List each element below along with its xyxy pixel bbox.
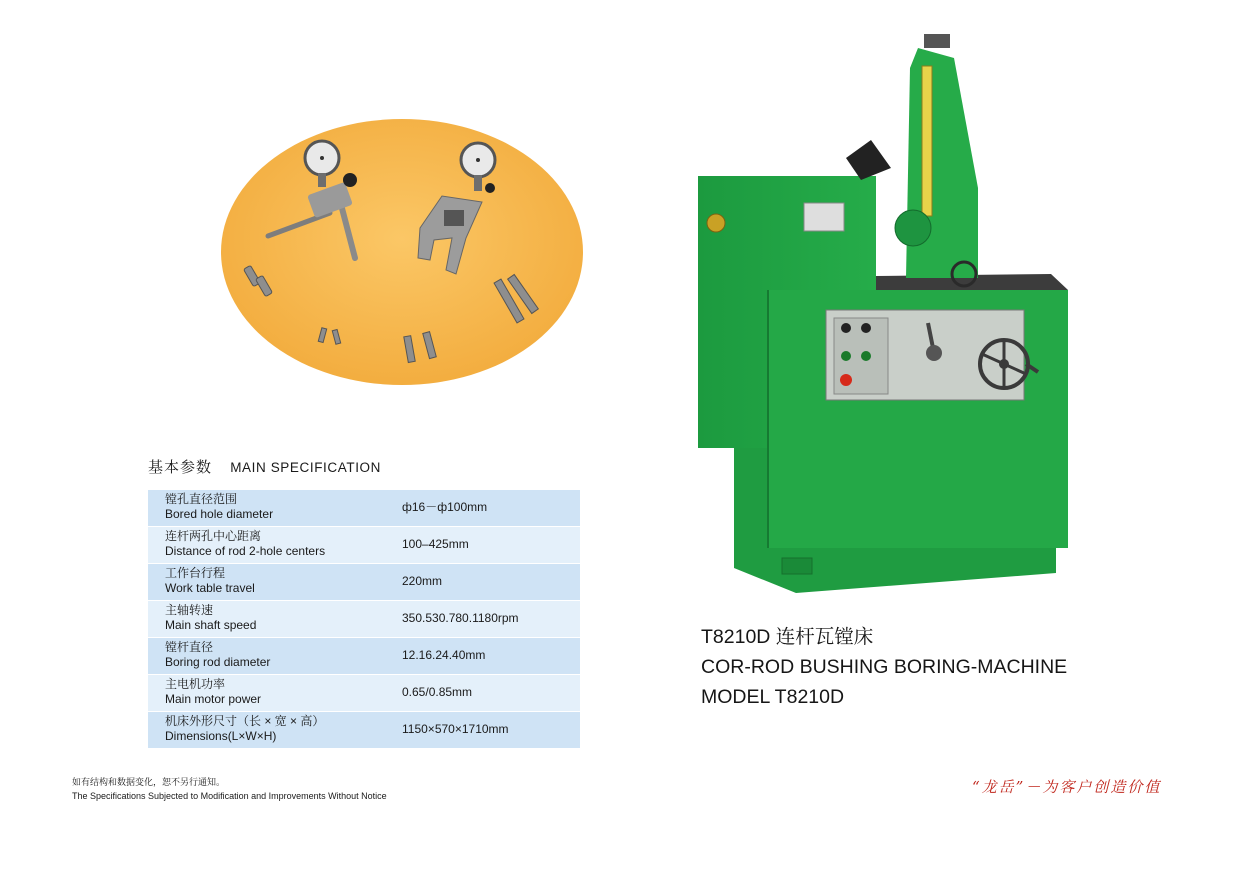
spec-row [148,600,580,637]
footnote [72,775,387,803]
accessories-photo [220,118,585,386]
spec-label-zh: 主电机功率 [165,677,226,691]
model-title-block [701,622,1067,712]
spec-label-en: Main motor power [165,692,262,706]
spec-value: 0.65/0.85mm [402,685,473,699]
spec-row [148,489,580,526]
spec-value: 220mm [402,574,443,588]
spec-label-zh: 镗杆直径 [165,640,214,654]
spec-label-en: Dimensions(L×W×H) [165,729,277,743]
boring-machine-photo [696,28,1076,598]
spec-heading [148,456,381,477]
spec-row [148,563,580,600]
spec-label-en: Main shaft speed [165,618,257,632]
spec-heading-en: MAIN SPECIFICATION [230,460,381,475]
spec-value: 100–425mm [402,537,469,551]
model-title-en: COR-ROD BUSHING BORING-MACHINE [701,656,1068,678]
spec-row [148,674,580,711]
spec-value: ф16－ф100mm [402,500,488,514]
spec-table [148,489,580,748]
spec-value: 350.530.780.1180rpm [402,611,519,625]
spec-label-en: Work table travel [165,581,255,595]
spec-row [148,711,580,748]
spec-label-zh: 工作台行程 [165,566,226,580]
spec-heading-zh: 基本参数 [148,459,213,476]
company-slogan: “龙岳”－为客户创造价值 [972,778,1162,796]
spec-value: 1150×570×1710mm [402,722,509,736]
spec-value: 12.16.24.40mm [402,648,486,662]
model-number: MODEL T8210D [701,686,845,708]
spec-row [148,637,580,674]
spec-label-en: Boring rod diameter [165,655,271,669]
spec-row [148,526,580,563]
spec-label-en: Distance of rod 2-hole centers [165,544,326,558]
spec-label-zh: 连杆两孔中心距离 [165,529,262,543]
spec-label-en: Bored hole diameter [165,507,274,521]
spec-label-zh: 镗孔直径范围 [165,492,238,506]
model-title-zh: T8210D 连杆瓦镗床 [701,626,874,648]
footnote-zh: 如有结构和数据变化，恕不另行通知。 [72,777,226,787]
spec-label-zh: 主轴转速 [165,603,214,617]
spec-label-zh: 机床外形尺寸（长 × 宽 × 高） [165,714,325,728]
footnote-en: The Specifications Subjected to Modification and Improvements Without Notice [72,791,387,801]
